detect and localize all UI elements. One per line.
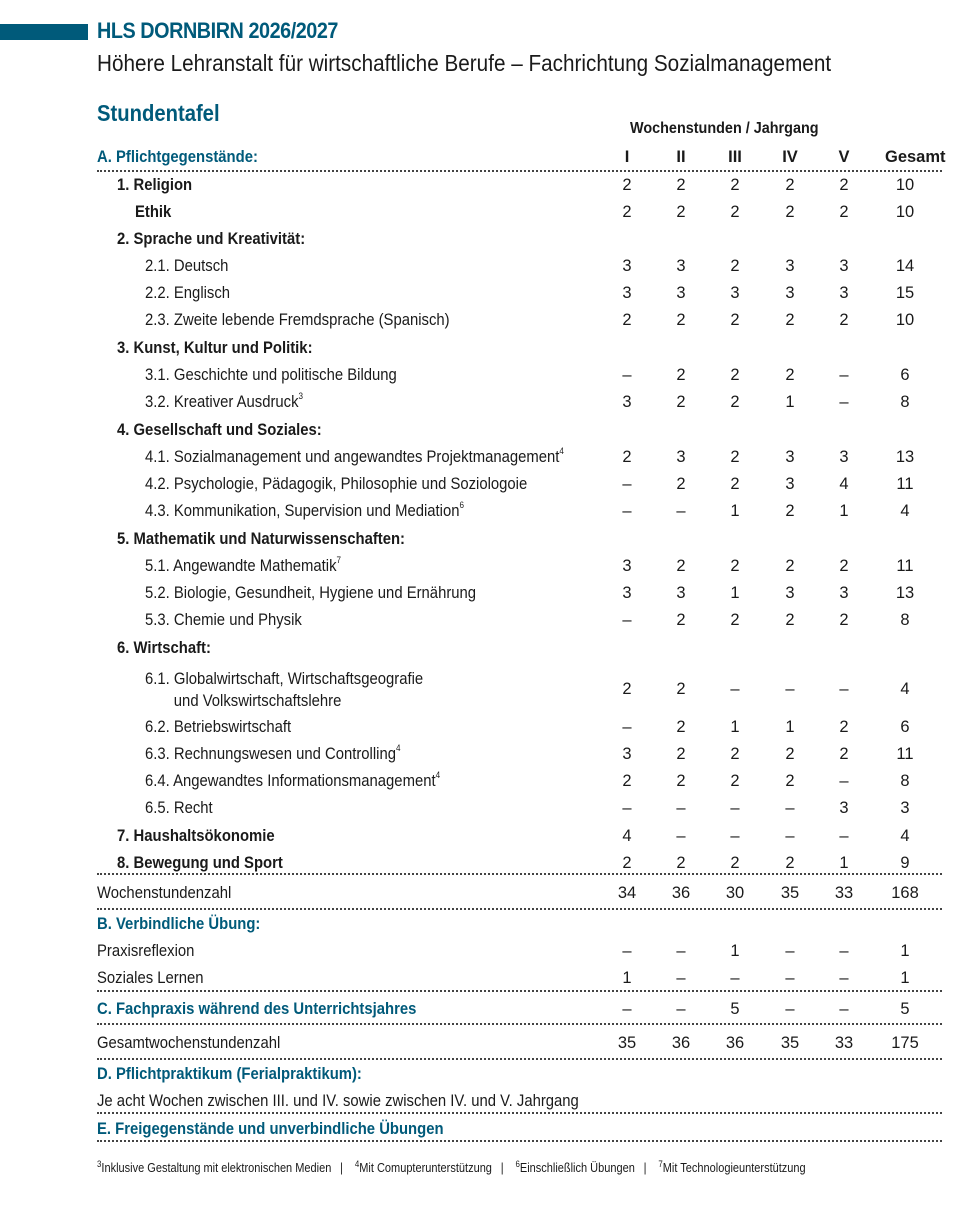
table-row xyxy=(97,1088,942,1115)
cell-iii: 2 xyxy=(730,611,740,629)
cell-ii: 2 xyxy=(676,366,686,384)
row-label: Praxisreflexion xyxy=(97,942,195,960)
row-label: Je acht Wochen zwischen III. und IV. sowie zwischen IV. und V. Jahrgang xyxy=(97,1092,579,1110)
grand-total-row xyxy=(97,1030,942,1057)
cell-v: 33 xyxy=(834,884,854,902)
footnote: $^7$Mit Technologieunterstützung xyxy=(658,1159,806,1175)
row-label: 5.3. Chemie und Physik xyxy=(145,611,302,629)
cell-i: 34 xyxy=(617,884,637,902)
cell-gesamt: 175 xyxy=(891,1034,919,1052)
row-label: 6.2. Betriebswirtschaft xyxy=(145,718,292,736)
cell-iii: – xyxy=(730,827,740,845)
cell-gesamt: 4 xyxy=(900,680,910,698)
cell-v: – xyxy=(839,680,849,698)
cell-i: 2 xyxy=(622,203,632,221)
cell-i: 4 xyxy=(622,827,632,845)
row-label: 3. Kunst, Kultur und Politik: xyxy=(117,339,313,357)
cell-iii: 2 xyxy=(730,557,740,575)
cell-gesamt: 8 xyxy=(900,772,910,790)
cell-v: 4 xyxy=(839,475,849,493)
section-a-header xyxy=(97,144,946,171)
cell-iv: 1 xyxy=(785,718,795,736)
cell-i: 3 xyxy=(622,393,632,411)
cell-iii: 2 xyxy=(730,772,740,790)
row-label: D. Pflichtpraktikum (Ferialpraktikum): xyxy=(97,1065,362,1083)
cell-iii: 2 xyxy=(730,311,740,329)
footnotes: $^3$Inklusive Gestaltung mit elektronischen Medien | $^4$Mit Comupterunterstützung | $^6$Einschließlich Übungen | $^7$Mit Technologieunterstützung xyxy=(97,1159,806,1175)
row-label: 2.3. Zweite lebende Fremdsprache (Spanisch) xyxy=(145,311,450,329)
cell-ii: – xyxy=(676,799,686,817)
dotted-divider xyxy=(97,1140,942,1142)
cell-iii: 30 xyxy=(725,884,745,902)
cell-v: 2 xyxy=(839,718,849,736)
cell-ii: 2 xyxy=(676,393,686,411)
footnote: $^3$Inklusive Gestaltung mit elektronischen Medien xyxy=(97,1159,332,1175)
cell-v: 2 xyxy=(839,311,849,329)
cell-iii: 1 xyxy=(730,942,740,960)
cell-v: – xyxy=(839,772,849,790)
cell-gesamt: 11 xyxy=(896,557,914,575)
cell-iii: 2 xyxy=(730,475,740,493)
cell-ii: 2 xyxy=(676,203,686,221)
cell-gesamt: 10 xyxy=(895,203,915,221)
cell-iv: 3 xyxy=(785,448,795,466)
table-row xyxy=(97,553,942,580)
cell-gesamt: 6 xyxy=(900,718,910,736)
row-label: E. Freigegenstände und unverbindliche Übungen xyxy=(97,1120,444,1138)
row-label: 5.2. Biologie, Gesundheit, Hygiene und Ernährung xyxy=(145,584,477,602)
cell-gesamt: 5 xyxy=(900,1000,910,1018)
cell-gesamt: 168 xyxy=(891,884,919,902)
cell-iv: 3 xyxy=(785,584,795,602)
cell-v: – xyxy=(839,1000,849,1018)
cell-ii: 3 xyxy=(676,284,686,302)
cell-ii: 3 xyxy=(676,584,686,602)
cell-gesamt: 1 xyxy=(900,942,910,960)
cell-gesamt: 10 xyxy=(895,311,915,329)
cell-i: 1 xyxy=(622,969,632,987)
cell-iii: 3 xyxy=(730,284,740,302)
cell-i: – xyxy=(622,942,632,960)
dotted-divider xyxy=(97,1058,942,1060)
cell-v: 2 xyxy=(839,176,849,194)
table-row xyxy=(97,280,942,307)
cell-v: – xyxy=(839,827,849,845)
accent-bar xyxy=(0,24,88,40)
cell-iv: 3 xyxy=(785,257,795,275)
cell-iii: 1 xyxy=(730,584,740,602)
row-label: 5. Mathematik und Naturwissenschaften: xyxy=(117,530,405,548)
cell-iv: 1 xyxy=(785,393,795,411)
cell-iv: – xyxy=(785,680,795,698)
cell-gesamt: 11 xyxy=(896,745,914,763)
cell-iii: 1 xyxy=(730,718,740,736)
row-label: Soziales Lernen xyxy=(97,969,204,987)
table-row xyxy=(97,526,942,553)
cell-v: – xyxy=(839,366,849,384)
cell-iv: 2 xyxy=(785,611,795,629)
table-row xyxy=(97,580,942,607)
table-row xyxy=(97,498,942,525)
cell-iv: 2 xyxy=(785,745,795,763)
cell-i: – xyxy=(622,1000,632,1018)
row-label: 6.3. Rechnungswesen und Controlling$^4$ xyxy=(145,743,401,763)
cell-ii: 2 xyxy=(676,745,686,763)
table-row xyxy=(97,938,942,965)
table-row xyxy=(97,389,942,416)
cell-v: 2 xyxy=(839,611,849,629)
table-row xyxy=(97,911,942,938)
cell-iv: – xyxy=(785,969,795,987)
row-label: 3.2. Kreativer Ausdruck$^3$ xyxy=(145,391,304,411)
cell-v: 3 xyxy=(839,284,849,302)
cell-ii: 2 xyxy=(676,611,686,629)
cell-v: – xyxy=(839,942,849,960)
cell-v: V xyxy=(838,148,850,166)
table-row xyxy=(97,172,942,199)
dotted-divider xyxy=(97,873,942,875)
cell-i: – xyxy=(622,718,632,736)
dotted-divider xyxy=(97,170,942,172)
cell-iv: 2 xyxy=(785,311,795,329)
footnote: $^4$Mit Comupterunterstützung xyxy=(354,1159,492,1175)
cell-ii: 2 xyxy=(676,311,686,329)
table-row xyxy=(97,226,942,253)
cell-v: 2 xyxy=(839,203,849,221)
row-label: A. Pflichtgegenstände: xyxy=(97,148,258,166)
cell-i: 2 xyxy=(622,854,632,872)
footnote-marker: 6 xyxy=(459,500,465,510)
table-row xyxy=(97,996,942,1023)
row-label: 4.2. Psychologie, Pädagogik, Philosophie und Soziologoie xyxy=(145,475,528,493)
cell-gesamt: 13 xyxy=(895,584,915,602)
cell-i: 3 xyxy=(622,557,632,575)
cell-ii: 2 xyxy=(676,475,686,493)
cell-iv: 3 xyxy=(785,284,795,302)
cell-ii: 3 xyxy=(676,257,686,275)
cell-iii: – xyxy=(730,680,740,698)
row-label: Gesamtwochenstundenzahl xyxy=(97,1034,281,1052)
footnote: $^6$Einschließlich Übungen xyxy=(515,1159,635,1175)
row-label: 4. Gesellschaft und Soziales: xyxy=(117,421,322,439)
cell-gesamt: 8 xyxy=(900,611,910,629)
footnote-marker: 3 xyxy=(298,391,304,401)
cell-iv: 3 xyxy=(785,475,795,493)
table-row xyxy=(97,253,942,280)
cell-gesamt: 11 xyxy=(896,475,914,493)
cell-i: 3 xyxy=(622,284,632,302)
cell-gesamt: 1 xyxy=(900,969,910,987)
table-row xyxy=(97,471,942,498)
cell-ii: 3 xyxy=(676,448,686,466)
cell-iv: 2 xyxy=(785,557,795,575)
table-row xyxy=(97,1116,942,1143)
cell-i: 35 xyxy=(617,1034,637,1052)
cell-iv: 35 xyxy=(780,1034,800,1052)
cell-ii: 2 xyxy=(676,176,686,194)
row-label: Wochenstundenzahl xyxy=(97,884,232,902)
cell-iv: 2 xyxy=(785,502,795,520)
cell-gesamt: Gesamt xyxy=(885,148,946,166)
row-label: 2.2. Englisch xyxy=(145,284,231,302)
cell-iv: 2 xyxy=(785,772,795,790)
table-row xyxy=(97,741,942,768)
table-row xyxy=(97,714,942,741)
cell-v: 3 xyxy=(839,799,849,817)
row-label: 3.1. Geschichte und politische Bildung xyxy=(145,366,397,384)
table-row xyxy=(97,362,942,389)
cell-v: 2 xyxy=(839,745,849,763)
cell-gesamt: 14 xyxy=(895,257,915,275)
cell-iii: 2 xyxy=(730,203,740,221)
cell-v: 33 xyxy=(834,1034,854,1052)
cell-gesamt: 13 xyxy=(895,448,915,466)
cell-iii: 2 xyxy=(730,745,740,763)
table-row xyxy=(97,199,942,226)
cell-ii: – xyxy=(676,942,686,960)
cell-v: 1 xyxy=(839,502,849,520)
cell-ii: 36 xyxy=(671,884,691,902)
cell-i: – xyxy=(622,611,632,629)
row-label: B. Verbindliche Übung: xyxy=(97,915,261,933)
row-label: 8. Bewegung und Sport xyxy=(117,854,283,872)
cell-iv: IV xyxy=(782,148,798,166)
row-label: 2. Sprache und Kreativität: xyxy=(117,230,306,248)
table-row xyxy=(97,823,942,850)
table-row xyxy=(97,1061,942,1088)
cell-ii: – xyxy=(676,827,686,845)
cell-ii: 2 xyxy=(676,854,686,872)
cell-ii: – xyxy=(676,502,686,520)
cell-gesamt: 6 xyxy=(900,366,910,384)
table-row xyxy=(97,635,942,662)
cell-i: – xyxy=(622,502,632,520)
cell-iii: 2 xyxy=(730,854,740,872)
table-row xyxy=(97,795,942,822)
table-row xyxy=(97,307,942,334)
row-label: Ethik xyxy=(135,203,172,221)
cell-iv: 2 xyxy=(785,176,795,194)
cell-iii: 2 xyxy=(730,176,740,194)
table-row xyxy=(97,335,942,362)
table-row xyxy=(97,965,942,992)
cell-gesamt: 10 xyxy=(895,176,915,194)
cell-v: – xyxy=(839,393,849,411)
row-label: 4.1. Sozialmanagement und angewandtes Projektmanagement$^4$ xyxy=(145,446,564,466)
page-subtitle: Höhere Lehranstalt für wirtschaftliche Berufe – Fachrichtung Sozialmanagement xyxy=(97,50,832,76)
cell-gesamt: 4 xyxy=(900,502,910,520)
row-label: 1. Religion xyxy=(117,176,193,194)
cell-i: 2 xyxy=(622,772,632,790)
table-row xyxy=(97,607,942,634)
cell-iii: 2 xyxy=(730,393,740,411)
cell-iv: – xyxy=(785,942,795,960)
cell-iii: – xyxy=(730,969,740,987)
cell-ii: 2 xyxy=(676,680,686,698)
section-title: Stundentafel xyxy=(97,100,220,126)
cell-ii: – xyxy=(676,1000,686,1018)
cell-i: 2 xyxy=(622,680,632,698)
table-row xyxy=(97,417,942,444)
cell-i: 3 xyxy=(622,745,632,763)
page-title: HLS DORNBIRN 2026/2027 xyxy=(97,18,339,43)
row-label: 6. Wirtschaft: xyxy=(117,639,211,657)
cell-ii: 2 xyxy=(676,557,686,575)
cell-ii: 2 xyxy=(676,772,686,790)
cell-iv: 2 xyxy=(785,854,795,872)
row-label: 6.5. Recht xyxy=(145,799,213,817)
table-row xyxy=(97,664,942,718)
footnote-marker: 4 xyxy=(395,743,401,753)
row-label: 6.1. Globalwirtschaft, Wirtschaftsgeografie und Volkswirtschaftslehre xyxy=(145,670,424,710)
cell-v: 2 xyxy=(839,557,849,575)
table-row xyxy=(97,768,942,795)
cell-iv: 2 xyxy=(785,366,795,384)
cell-i: – xyxy=(622,799,632,817)
dotted-divider xyxy=(97,1023,942,1025)
cell-iii: 2 xyxy=(730,366,740,384)
cell-ii: 36 xyxy=(671,1034,691,1052)
row-label: 7. Haushaltsökonomie xyxy=(117,827,275,845)
cell-gesamt: 15 xyxy=(895,284,915,302)
cell-iii: 5 xyxy=(730,1000,740,1018)
row-label: 4.3. Kommunikation, Supervision und Mediation$^6$ xyxy=(145,500,465,520)
cell-v: 1 xyxy=(839,854,849,872)
cell-iii: 1 xyxy=(730,502,740,520)
cell-iv: – xyxy=(785,799,795,817)
dotted-divider xyxy=(97,908,942,910)
cell-ii: – xyxy=(676,969,686,987)
cell-i: I xyxy=(624,148,630,166)
cell-gesamt: 9 xyxy=(900,854,910,872)
row-label: C. Fachpraxis während des Unterrichtsjahres xyxy=(97,1000,417,1018)
footnote-marker: 7 xyxy=(336,555,342,565)
cell-iii: 2 xyxy=(730,257,740,275)
total-row xyxy=(97,880,942,907)
cell-i: – xyxy=(622,366,632,384)
row-label: 5.1. Angewandte Mathematik$^7$ xyxy=(145,555,342,575)
table-row xyxy=(97,444,942,471)
dotted-divider xyxy=(97,990,942,992)
cell-v: 3 xyxy=(839,584,849,602)
cell-v: 3 xyxy=(839,448,849,466)
cell-i: 2 xyxy=(622,311,632,329)
cell-i: – xyxy=(622,475,632,493)
cell-v: 3 xyxy=(839,257,849,275)
cell-ii: 2 xyxy=(676,718,686,736)
cell-iv: 2 xyxy=(785,203,795,221)
row-label: 6.4. Angewandtes Informationsmanagement$^4$ xyxy=(145,770,441,790)
cell-iii: 36 xyxy=(725,1034,745,1052)
cell-v: – xyxy=(839,969,849,987)
cell-gesamt: 4 xyxy=(900,827,910,845)
cell-iii: – xyxy=(730,799,740,817)
row-label: 2.1. Deutsch xyxy=(145,257,229,275)
dotted-divider xyxy=(97,1112,942,1114)
footnote-marker: 4 xyxy=(559,446,564,456)
cell-iv: – xyxy=(785,827,795,845)
cell-gesamt: 8 xyxy=(900,393,910,411)
column-group-label: Wochenstunden / Jahrgang xyxy=(630,120,819,137)
cell-i: 3 xyxy=(622,257,632,275)
cell-i: 3 xyxy=(622,584,632,602)
cell-iii: III xyxy=(728,148,742,166)
cell-i: 2 xyxy=(622,448,632,466)
cell-i: 2 xyxy=(622,176,632,194)
cell-gesamt: 3 xyxy=(900,799,910,817)
cell-iv: – xyxy=(785,1000,795,1018)
cell-iv: 35 xyxy=(780,884,800,902)
footnote-marker: 4 xyxy=(435,770,441,780)
cell-iii: 2 xyxy=(730,448,740,466)
cell-ii: II xyxy=(676,148,686,166)
